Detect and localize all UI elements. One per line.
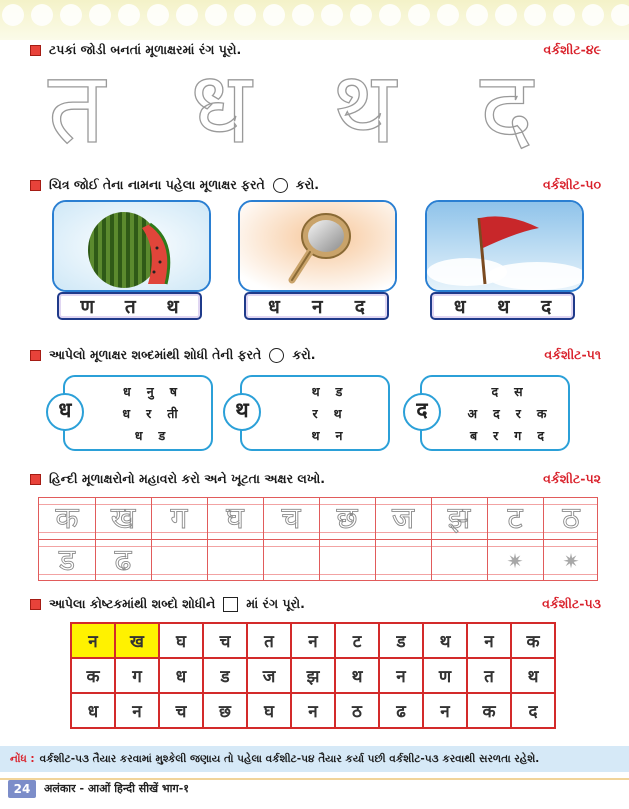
hand-mirror-icon xyxy=(240,202,395,290)
letter-grid xyxy=(70,622,556,729)
syllable[interactable]: ड xyxy=(158,428,166,443)
decorative-dot xyxy=(379,4,401,26)
grid-cell[interactable]: घ xyxy=(247,693,291,728)
option-letter[interactable]: द xyxy=(354,296,365,318)
grid-cell[interactable]: च xyxy=(159,693,203,728)
section2-instruction: ચિત્ર જોઈ તેના નામના પહેલા મૂળાક્ષર ફરતે xyxy=(49,177,265,192)
grid-cell[interactable]: क xyxy=(511,623,555,658)
section4-worksheet-label: વર્કશીટ-૫૨ xyxy=(543,471,601,486)
trace-letter[interactable]: द xyxy=(480,49,534,166)
syllable[interactable]: न xyxy=(335,428,343,443)
trace-letter-cell[interactable]: घ xyxy=(226,501,244,536)
trace-letter[interactable]: त xyxy=(48,49,105,166)
option-box-1 xyxy=(57,292,202,320)
bullet-icon xyxy=(30,474,41,485)
decorative-dot xyxy=(495,4,517,26)
section5-worksheet-label: વર્કશીટ-૫૩ xyxy=(542,596,601,611)
syllable[interactable]: ती xyxy=(167,406,178,421)
syllable[interactable]: र xyxy=(146,406,152,421)
option-letter[interactable]: न xyxy=(312,296,323,318)
grid-row xyxy=(71,658,555,693)
syllable[interactable]: र xyxy=(312,406,318,421)
grid-cell[interactable]: झ xyxy=(291,658,335,693)
decorative-dot xyxy=(292,4,314,26)
flag-icon xyxy=(427,202,582,290)
option-letter[interactable]: ध xyxy=(453,296,466,318)
option-letter[interactable]: थ xyxy=(166,296,179,318)
grid-cell[interactable]: न xyxy=(115,693,159,728)
word-card-2 xyxy=(240,375,390,451)
trace-letter-cell[interactable]: च xyxy=(281,501,301,536)
word-card-3 xyxy=(420,375,570,451)
picture-card-flag xyxy=(425,200,584,292)
section5-instruction-end: માં રંગ પૂરો. xyxy=(246,596,305,611)
trace-letter-cell[interactable]: ट xyxy=(507,501,523,536)
trace-letter-cell[interactable]: ठ xyxy=(562,501,580,536)
option-box-2 xyxy=(244,292,389,320)
grid-cell[interactable]: ड xyxy=(203,658,247,693)
word-line xyxy=(95,427,205,447)
decorative-dot xyxy=(263,4,285,26)
syllable[interactable]: द xyxy=(493,406,500,421)
grid-cell[interactable]: न xyxy=(467,623,511,658)
word-line xyxy=(95,405,205,425)
square-icon xyxy=(223,597,238,612)
target-letter: थ xyxy=(223,393,261,431)
grid-cell[interactable]: ध xyxy=(159,658,203,693)
syllable[interactable]: नु xyxy=(146,384,154,399)
section2-worksheet-label: વર્કશીટ-૫૦ xyxy=(542,177,601,192)
decorative-dot xyxy=(524,4,546,26)
grid-cell[interactable]: थ xyxy=(511,658,555,693)
star-icon: ✷ xyxy=(506,549,524,573)
grid-cell[interactable]: ण xyxy=(423,658,467,693)
trace-letter-cell[interactable]: ड xyxy=(58,543,76,578)
word-line xyxy=(452,383,562,403)
handwriting-grid xyxy=(38,497,598,581)
section5-instruction: આપેલા કોષ્ટકમાંથી શબ્દો શોધીને xyxy=(49,596,216,611)
decorative-dot xyxy=(582,4,604,26)
word-line xyxy=(272,383,382,403)
grid-cell[interactable]: न xyxy=(423,693,467,728)
grid-cell[interactable]: ट xyxy=(335,623,379,658)
syllable[interactable]: ड xyxy=(335,384,343,399)
grid-cell[interactable]: ध xyxy=(71,693,115,728)
grid-cell[interactable]: क xyxy=(71,658,115,693)
word-line xyxy=(452,405,562,425)
grid-cell[interactable]: ज xyxy=(247,658,291,693)
syllable[interactable]: थ xyxy=(311,384,320,399)
decorative-dot xyxy=(89,4,111,26)
grid-row xyxy=(71,623,555,658)
grid-cell[interactable]: थ xyxy=(423,623,467,658)
section3-instruction: આપેલો મૂળાક્ષર શબ્દમાંથી શોધી તેની ફરતે xyxy=(49,347,262,362)
target-letter: द xyxy=(403,393,441,431)
page-number: 24 xyxy=(8,780,36,798)
syllable[interactable]: द xyxy=(491,384,499,399)
option-letter[interactable]: द xyxy=(541,296,552,318)
grid-cell[interactable]: न xyxy=(379,658,423,693)
bullet-icon xyxy=(30,350,41,361)
grid-cell[interactable]: ढ xyxy=(379,693,423,728)
syllable[interactable]: र xyxy=(515,406,521,421)
trace-letter-cell[interactable]: झ xyxy=(447,501,471,536)
decorative-dot xyxy=(176,4,198,26)
decorative-dot xyxy=(321,4,343,26)
bullet-icon xyxy=(30,45,41,56)
syllable[interactable]: ब xyxy=(470,428,478,443)
decorative-dot xyxy=(205,4,227,26)
picture-card-watermelon xyxy=(52,200,211,292)
decorative-dot xyxy=(611,4,629,26)
footer xyxy=(0,778,629,800)
section5-heading xyxy=(30,596,305,612)
decorative-dot xyxy=(553,4,575,26)
grid-cell[interactable]: न xyxy=(71,623,115,658)
top-decorative-band xyxy=(0,0,629,40)
decorative-dot xyxy=(437,4,459,26)
syllable[interactable]: द xyxy=(537,428,544,443)
option-letter[interactable]: ण xyxy=(80,296,95,318)
syllable[interactable]: स xyxy=(514,384,523,399)
section2-instruction-end: કરો. xyxy=(295,177,319,192)
decorative-dot xyxy=(408,4,430,26)
syllable[interactable]: थ xyxy=(311,428,320,443)
note-label: નોંધ : xyxy=(10,752,35,765)
syllable[interactable]: ध xyxy=(134,428,143,443)
syllable[interactable]: ध xyxy=(123,384,131,399)
section3-instruction-end: કરો. xyxy=(292,347,316,362)
section3-worksheet-label: વર્કશીટ-૫૧ xyxy=(544,347,601,362)
footer-divider xyxy=(0,778,629,780)
grid-cell[interactable]: च xyxy=(203,623,247,658)
grid-cell[interactable]: ठ xyxy=(335,693,379,728)
grid-cell[interactable]: क xyxy=(467,693,511,728)
picture-card-mirror xyxy=(238,200,397,292)
word-line xyxy=(452,427,562,447)
bullet-icon xyxy=(30,599,41,610)
word-card-1 xyxy=(63,375,213,451)
star-icon: ✷ xyxy=(562,549,580,573)
section4-instruction: હિન્દી મૂળાક્ષરોનો મહાવરો કરો અને ખૂટતા અક્ષર લખો. xyxy=(49,471,326,486)
circle-icon xyxy=(273,178,288,193)
syllable[interactable]: क xyxy=(536,406,547,421)
decorative-dot xyxy=(31,4,53,26)
grid-cell[interactable]: ग xyxy=(115,658,159,693)
trace-letter-cell[interactable]: क xyxy=(55,501,79,536)
grid-cell[interactable]: ख xyxy=(115,623,159,658)
book-title: अलंकार - आओं हिन्दी सीखें भाग-१ xyxy=(44,782,189,795)
grid-row xyxy=(71,693,555,728)
syllable[interactable]: ध xyxy=(122,406,131,421)
option-letter[interactable]: ध xyxy=(268,296,280,318)
note-bar xyxy=(0,746,629,772)
section2-heading xyxy=(30,177,319,193)
section1-instruction: ટપકાં જોડી બનતાં મૂળાક્ષરમાં રંગ પૂરો. xyxy=(49,42,242,57)
syllable[interactable]: थ xyxy=(333,406,342,421)
watermelon-icon xyxy=(54,202,209,290)
grid-cell[interactable]: न xyxy=(291,623,335,658)
word-line xyxy=(272,405,382,425)
trace-letter[interactable]: थ xyxy=(332,49,396,166)
decorative-dot xyxy=(350,4,372,26)
grid-cell[interactable]: थ xyxy=(335,658,379,693)
trace-letter-cell[interactable]: ज xyxy=(391,501,415,536)
syllable[interactable]: अ xyxy=(467,406,478,421)
grid-cell[interactable]: ड xyxy=(379,623,423,658)
grid-cell[interactable]: त xyxy=(247,623,291,658)
grid-cell[interactable]: छ xyxy=(203,693,247,728)
trace-letter-cell[interactable]: छ xyxy=(336,501,358,536)
section3-heading xyxy=(30,347,316,363)
option-letter[interactable]: त xyxy=(124,296,136,318)
bullet-icon xyxy=(30,180,41,191)
grid-cell[interactable]: न xyxy=(291,693,335,728)
syllable[interactable]: ग xyxy=(514,428,522,443)
target-letter: ध xyxy=(46,393,84,431)
trace-letter-cell[interactable]: ग xyxy=(170,501,188,536)
section4-heading xyxy=(30,471,325,487)
word-line xyxy=(272,427,382,447)
syllable[interactable]: ष xyxy=(169,384,177,399)
grid-cell[interactable]: घ xyxy=(159,623,203,658)
decorative-dot xyxy=(147,4,169,26)
option-box-3 xyxy=(430,292,575,320)
decorative-dot xyxy=(60,4,82,26)
syllable[interactable]: र xyxy=(493,428,499,443)
grid-cell[interactable]: त xyxy=(467,658,511,693)
decorative-dot xyxy=(466,4,488,26)
trace-letter-cell[interactable]: ख xyxy=(110,501,136,536)
note-text: વર્કશીટ-૫૩ તૈયાર કરવામાં મુશ્કેલી જણાય તો પહેલા વર્કશીટ-૫૪ તૈયાર કર્યા પછી વર્કશીટ-૫૩ કરવાથી સરળતા રહેશે. xyxy=(39,752,540,765)
option-letter[interactable]: थ xyxy=(497,296,510,318)
trace-letter-cell[interactable]: ढ xyxy=(114,543,132,578)
decorative-dot xyxy=(2,4,24,26)
section1-worksheet-label: વર્કશીટ-૪૯ xyxy=(543,42,601,57)
grid-cell[interactable]: द xyxy=(511,693,555,728)
decorative-dot xyxy=(118,4,140,26)
word-line xyxy=(95,383,205,403)
trace-letter[interactable]: ध xyxy=(190,49,252,166)
decorative-dot xyxy=(234,4,256,26)
circle-icon xyxy=(269,348,284,363)
